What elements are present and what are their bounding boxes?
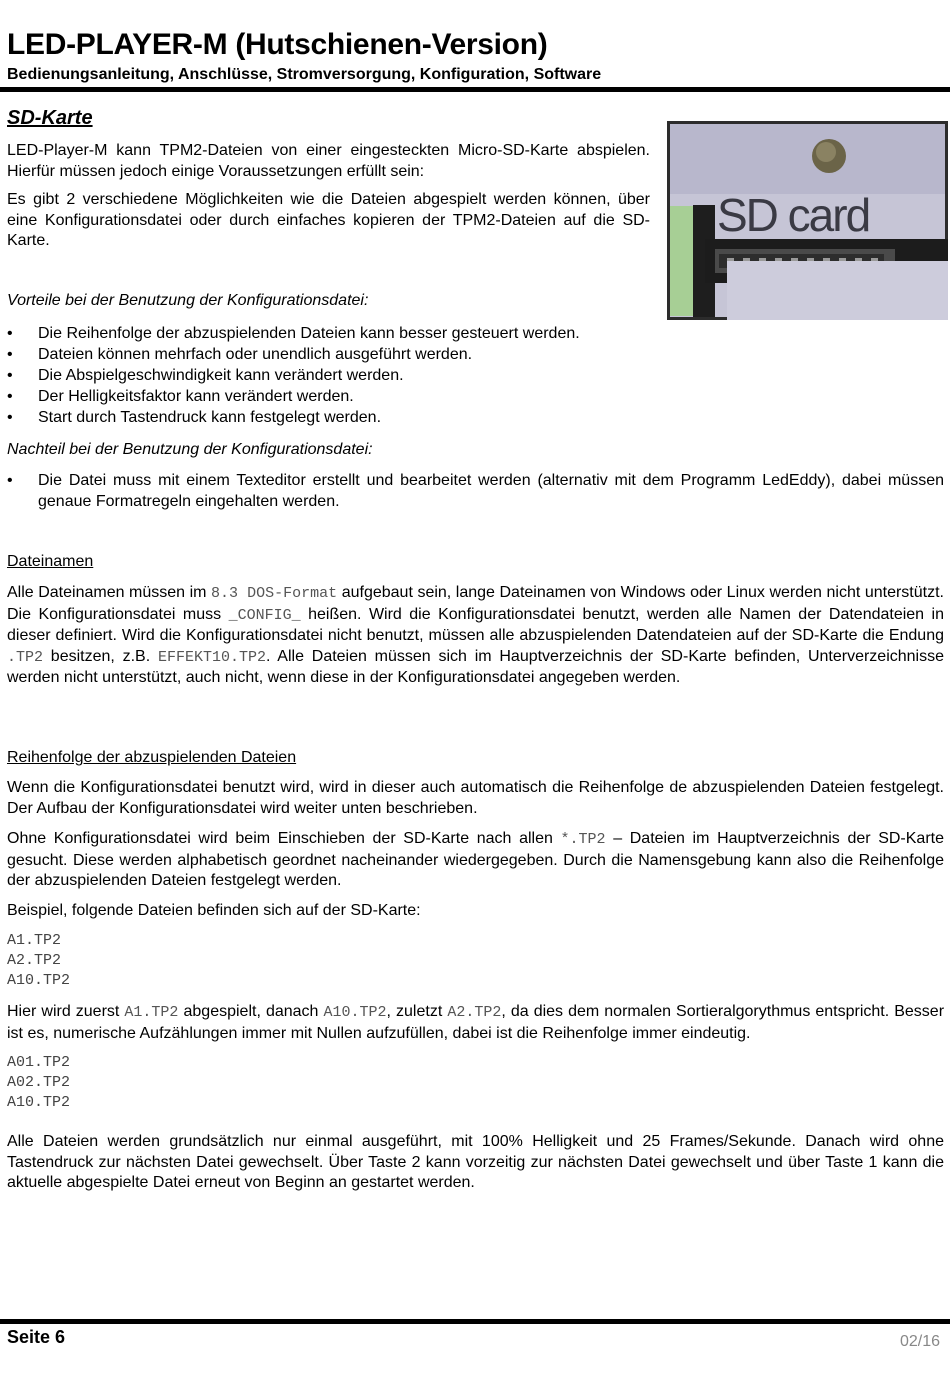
code-snippet: _CONFIG_ [228, 606, 301, 624]
reihenfolge-heading: Reihenfolge der abzuspielenden Dateien [7, 749, 297, 766]
document-date: 02/16 [899, 1333, 940, 1350]
list-item: • Dateien können mehrfach oder unendlich ausgeführt werden. [7, 344, 944, 365]
code-snippet: *.TP2 [560, 831, 606, 848]
sd-card-label: SD card [717, 189, 870, 241]
file-name: A1.TP2 [7, 932, 62, 949]
document-title: LED-PLAYER-M (Hutschienen-Version) [7, 28, 548, 61]
header-rule [0, 87, 950, 92]
cons-heading: Nachteil bei der Benutzung der Konfigurationsdatei: [7, 441, 373, 458]
code-snippet: .TP2 [7, 648, 44, 666]
document-subtitle: Bedienungsanleitung, Anschlüsse, Stromversorgung, Konfiguration, Software [7, 66, 602, 83]
intro-paragraph-1: LED-Player-M kann TPM2-Dateien von einer eingesteckten Micro-SD-Karte abspielen. Hierfür müssen jedoch einige Voraussetzungen erfüllt sein: [7, 142, 650, 180]
sd-card-photo [667, 121, 948, 320]
list-item: • Der Helligkeitsfaktor kann verändert werden. [7, 386, 944, 407]
footer-rule [0, 1319, 950, 1324]
file-name: A02.TP2 [7, 1074, 71, 1091]
pros-heading: Vorteile bei der Benutzung der Konfigurationsdatei: [7, 292, 369, 309]
file-name: A01.TP2 [7, 1054, 71, 1071]
example-intro: Beispiel, folgende Dateien befinden sich auf der SD-Karte: [7, 902, 421, 919]
cons-list [7, 470, 944, 512]
list-item: • Die Abspielgeschwindigkeit kann verändert werden. [7, 365, 944, 386]
reihenfolge-paragraph-4: Alle Dateien werden grundsätzlich nur einmal ausgeführt, mit 100% Helligkeit und 25 Frames/Sekunde. Danach wird ohne Tastendruck zur nächsten Datei gewechselt. Über Taste 2 kann vorzeitig zur nächsten Datei gewechselt und über Taste 1 kann die aktuelle abgespielte Datei erneut von Beginn an gestartet werden. [7, 1133, 944, 1191]
section-heading: SD-Karte [7, 107, 93, 129]
code-snippet: 8.3 DOS-Format [211, 585, 338, 602]
file-name: A10.TP2 [7, 1094, 71, 1111]
file-name: A2.TP2 [7, 952, 62, 969]
code-snippet: EFFEKT10.TP2 [157, 648, 266, 666]
list-item: • Die Datei muss mit einem Texteditor erstellt und bearbeitet werden (alternativ mit dem Programm LedEddy), dabei müssen genaue Formatregeln eingehalten werden. [7, 470, 944, 512]
list-item: • Die Reihenfolge der abzuspielenden Dateien kann besser gesteuert werden. [7, 323, 944, 344]
dateinamen-heading: Dateinamen [7, 553, 94, 570]
reihenfolge-paragraph-2: Ohne Konfigurationsdatei wird beim Einschieben der SD-Karte nach allen *.TP2 – Dateien im Hauptverzeichnis der SD-Karte gesucht. Diese werden alphabetisch geordnet nacheinander wiedergegeben. Durch die Namensgebung kann also die Reihenfolge der abzuspielenden Dateien festgelegt werden. [7, 830, 945, 889]
reihenfolge-paragraph-3: Hier wird zuerst A1.TP2 abgespielt, danach A10.TP2, zuletzt A2.TP2, da dies dem normalen Sortieralgorythmus entspricht. Besser ist es, numerische Aufzählungen immer mit Nullen aufzufüllen, dabei ist die Reihenfolge immer eindeutig. [7, 1003, 945, 1042]
code-snippet: A2.TP2 [447, 1004, 502, 1021]
reihenfolge-paragraph-1: Wenn die Konfigurationsdatei benutzt wird, wird in dieser auch automatisch die Reihenfolge de abzuspielenden Dateien festgelegt. Der Aufbau der Konfigurationsdatei wird weiter unten beschrieben. [7, 779, 944, 817]
example-file-list-2 [7, 1053, 70, 1113]
example-file-list-1 [7, 931, 70, 991]
intro-paragraph-2: Es gibt 2 verschiedene Möglichkeiten wie die Dateien abgespielt werden können, über eine Konfigurationsdatei oder durch einfaches kopieren der TPM2-Dateien auf die SD-Karte. [7, 191, 650, 249]
file-name: A10.TP2 [7, 972, 71, 989]
code-snippet: A1.TP2 [124, 1004, 179, 1021]
list-item: • Start durch Tastendruck kann festgelegt werden. [7, 407, 944, 428]
page-number: Seite 6 [7, 1327, 66, 1347]
pros-list [7, 323, 944, 428]
code-snippet: A10.TP2 [323, 1004, 387, 1021]
dateinamen-paragraph: Alle Dateinamen müssen im 8.3 DOS-Format aufgebaut sein, lange Dateinamen von Windows oder Linux werden nicht unterstützt. Die Konfigurationsdatei muss _CONFIG_ heißen. Wird die Konfigurationsdatei benutzt, werden alle Namen der Datendateien in dieser definiert. Wird die Konfigurationsdatei nicht benutzt, müssen alle abzuspielenden Datendateien auf der SD-Karte die Endung .TP2 besitzen, z.B. EFFEKT10.TP2. Alle Dateien müssen sich im Hauptverzeichnis der SD-Karte befinden, Unterverzeichnisse werden nicht unterstützt, auch nicht, wenn diese in der Konfigurationsdatei angegeben werden. [7, 584, 945, 686]
